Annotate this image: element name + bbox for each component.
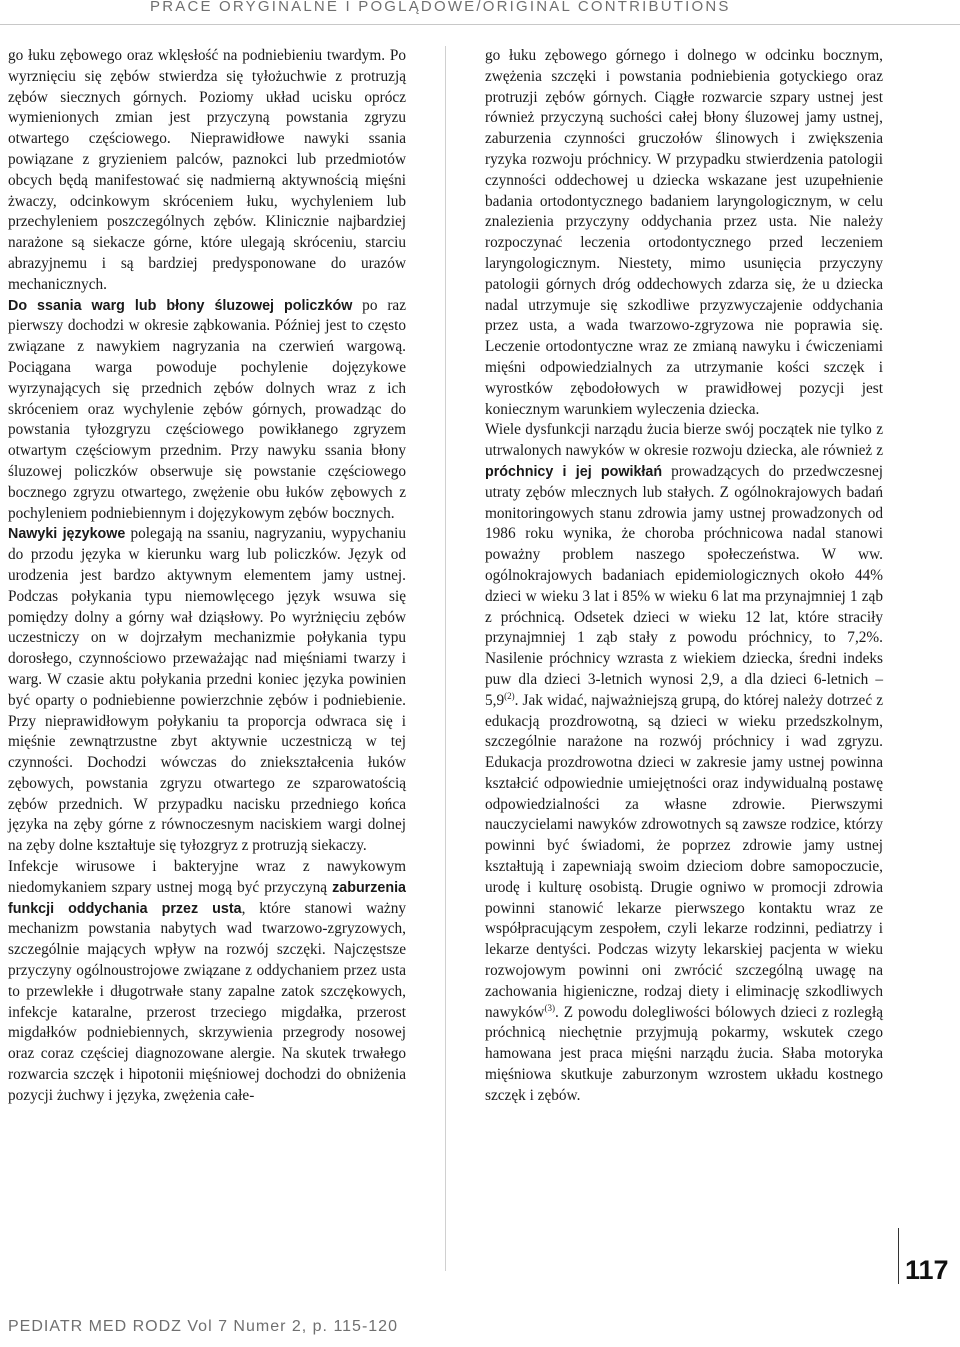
- lip-sucking-heading: Do ssania warg lub błony śluzowej policzków: [8, 297, 353, 314]
- journal-citation-footer: PEDIATR MED RODZ Vol 7 Numer 2, p. 115-120: [8, 1318, 398, 1335]
- caries-heading: próchnicy i jej powikłań: [485, 463, 663, 480]
- paragraph-lip-sucking: [8, 296, 406, 525]
- caries-text-end: . Z powodu dolegliwości bólowych dzieci z rozległą próchnicą niechętnie przyjmują pokarmy, wskutek czego hamowana jest praca mięśni narządu żucia. Słaba motoryka mięśniowa skutkuje zaburzonym wzrostem układu kostnego szczęk i zębów.: [485, 1003, 883, 1104]
- page-number: 117: [905, 1255, 949, 1285]
- paragraph-tongue-habits: [8, 524, 406, 857]
- header-rule: [0, 24, 960, 25]
- right-column: [485, 46, 883, 1107]
- mouth-breathing-text: , które stanowi ważny mechanizm powstania nabytych wad twarzowo-zgryzowych, szczególnie mających wpływ na rozwój szczęki. Najczęstsze przyczyny ogólnoustrojowe związane z oddychaniem przez usta to przewlekłe i długotrwałe stany zapalne zatok szczękowych, infekcje kataralne, przerost trzeciego migdałka, przerost migdałków podniebiennych, skrzywienia przegrody nosowej oraz coraz częściej diagnozowane alergie. Na skutek trwałego rozwarcia szczęk i hipotonii mięśniowej dochodzi do obniżenia pozycji żuchwy i języka, zwężenia całe-: [8, 899, 406, 1104]
- left-column: [8, 46, 406, 1107]
- caries-text-cont: . Jak widać, najważniejszą grupą, do której należy dotrzeć z edukacją prozdrowotną, są dzieci w wieku przedszkolnym, szczególnie narażone na rozwój próchnicy i wad zgryzu. Edukacja prozdrowotna dzieci w zakresie jamy ustnej powinna kształcić odpowiednie umiejętności oraz indywidualną postawę odpowiedzialności za własne zdrowie. Pierwszymi nauczycielami nawyków zdrowotnych są zawsze rodzice, którzy powinni być świadomi, że poprzez zdrowie jamy ustnej kształtują i zapewniają swoim dzieciom dobre samopoczucie, urodę i kulturę osobistą. Drugie ogniwo w promocji zdrowia powinni stanowić lekarze pierwszego kontaktu wraz ze współpracującym zespołem, czyli lekarze rodzinni, pediatrzy i lekarze dentyści. Podczas wizyty lekarskiej pacjenta w wieku rozwojowym powinni oni zwrócić szczególną uwagę na zachowania higieniczne, rodzaj diety i eliminację szkodliwych nawyków: [485, 691, 883, 1021]
- page-number-rule: [898, 1228, 899, 1284]
- mouth-breathing-intro: Infekcje wirusowe i bakteryjne wraz z nawykowym niedomykaniem szpary ustnej mogą być przyczyną: [8, 858, 406, 896]
- tongue-habits-text: polegają na ssaniu, nagryzaniu, wypychaniu do przodu języka w kierunku warg lub policzków. Język od urodzenia jest bardzo aktywnym elementem jamy ustnej. Podczas połykania typu niemowlęcego język wsuwa się pomiędzy dolny a górny wał dziąsłowy. Po wyrżnięciu zębów uczestniczy on w dojrzałym mechanizmie połykania typu dorosłego, czynnościowo przeważając nad mięśniami twarzy i warg. W czasie aktu połykania przedni koniec języka powinien być oparty o podniebienne powierzchnie zębów i podniebienie. Przy nieprawidłowym połykaniu ta proporcja odwraca się i mięśnie zewnątrzustne zbyt aktywnie uczestniczą w tej czynności. Dochodzi wówczas do zniekształcenia łuków zębowych, powstania zgryzu otwartego ze szparowatością zębów przednich. W przypadku nacisku przedniego końca języka na zęby górne z równoczesnym naciskiem wargi dolnej na zęby dolne kształtuje się tyłozgryz z protruzją siekaczy.: [8, 525, 406, 855]
- tongue-habits-heading: Nawyki językowe: [8, 526, 126, 543]
- lip-sucking-text: po raz pierwszy dochodzi w okresie ząbkowania. Później jest to często związane z nawykiem nagryzania na czerwień wargową. Pociągana warga powoduje pochylenie dojęzykowe wyrzynających się przednich zębów dolnych wraz z ich skróceniem oraz wychylenie zębów górnych, prowadząc do powstania tyłozgryzu częściowego powikłanego zgryzem otwartym częściowym przednim. Przy nawyku ssania błony śluzowej policzków obserwuje się powstanie częściowego bocznego zgryzu otwartego, zwężenie obu łuków zębowych z pochyleniem podniebiennym i dojęzykowym zębów bocznych.: [8, 296, 406, 522]
- running-header: PRACE ORYGINALNE I POGLĄDOWE/ORIGINAL CONTRIBUTIONS: [150, 0, 731, 15]
- citation-3: (3): [544, 1002, 555, 1013]
- paragraph-caries: [485, 420, 883, 1106]
- mouth-breathing-heading: zaburzenia funkcji oddychania przez usta: [8, 879, 406, 917]
- paragraph-pressure-habits: go łuku zębowego oraz wklęsłość na podniebieniu twardym. Po wyrznięciu się zębów stwierdza się tyłożuchwie z protruzją zębów siecznych górnych. Poziomy układ ucisku oprócz wymienionych zmian jest przyczyną powstania zgryzu otwartego częściowego. Nieprawidłowe nawyki ssania powiązane z gryzieniem palców, paznokci lub przedmiotów obcych będą manifestować się nadmierną aktywnością mięśni żwaczy, odcinkowym skróceniem łuku, wychyleniem lub przechyleniem poszczególnych zębów. Klinicznie najbardziej narażone są siekacze górne, które ulegają skróceniu, starciu abrazyjnemu i są bardziej predysponowane do urazów mechanicznych.: [8, 47, 406, 293]
- column-divider: [445, 46, 446, 1271]
- paragraph-mouth-breathing-cont: go łuku zębowego górnego i dolnego w odcinku bocznym, zwężenia szczęki i powstania podniebienia gotyckiego oraz protruzji zębów górnych. Ciągłe rozwarcie szpary ustnej jest również przyczyną suchości całej błony śluzowej jamy ustnej, zaburzenia czynności gruczołów ślinowych i zwiększenia ryzyka rozwoju próchnicy. W przypadku stwierdzenia patologii czynności oddechowej u dziecka wskazane jest uzupełnienie badania ortodontycznego badaniem laryngologicznym, w celu znalezienia przyczyny oddychania przez usta. Nie należy rozpoczynać leczenia ortodontycznego przed leczeniem laryngologicznym. Niestety, mimo usunięcia przyczyny patologii górnych dróg oddechowych zdarza się, że u dziecka nadal utrzymuje się szkodliwe przyzwyczajenie oddychania przez usta, a wada twarzowo-zgryzowa nie poprawia się. Leczenie ortodontyczne wraz ze zmianą nawyku i ćwiczeniami mięśni odpowiedzialnych za utrzymanie kości szczęk i wyrostków zębodołowych w prawidłowej pozycji jest koniecznym warunkiem wyleczenia dziecka.: [485, 47, 883, 418]
- paragraph-mouth-breathing: [8, 857, 406, 1107]
- caries-text: prowadzących do przedwczesnej utraty zębów mlecznych lub stałych. Z ogólnokrajowych badań monitoringowych stanu zdrowia jamy ustnej prowadzonych od 1986 roku wynika, że choroba próchnicowa nadal stanowi poważny problem naszego społeczeństwa. W ww. ogólnokrajowych badaniach epidemiologicznych około 44% dzieci w wieku 3 lat i 85% w wieku 6 lat ma przynajmniej 1 ząb z próchnicą. Odsetek dzieci w wieku 12 lat, które straciły przynajmniej 1 ząb stały z powodu próchnicy, to 7,2%. Nasilenie próchnicy wzrasta z wiekiem dziecka, średni indeks puw dla dzieci 3-letnich wynosi 2,9, a dla dzieci 6-letnich – 5,9: [485, 462, 883, 709]
- citation-2: (2): [504, 690, 515, 701]
- caries-intro: Wiele dysfunkcji narządu żucia bierze swój początek nie tylko z utrwalonych nawyków w okresie rozwoju dziecka, ale również z: [485, 421, 883, 460]
